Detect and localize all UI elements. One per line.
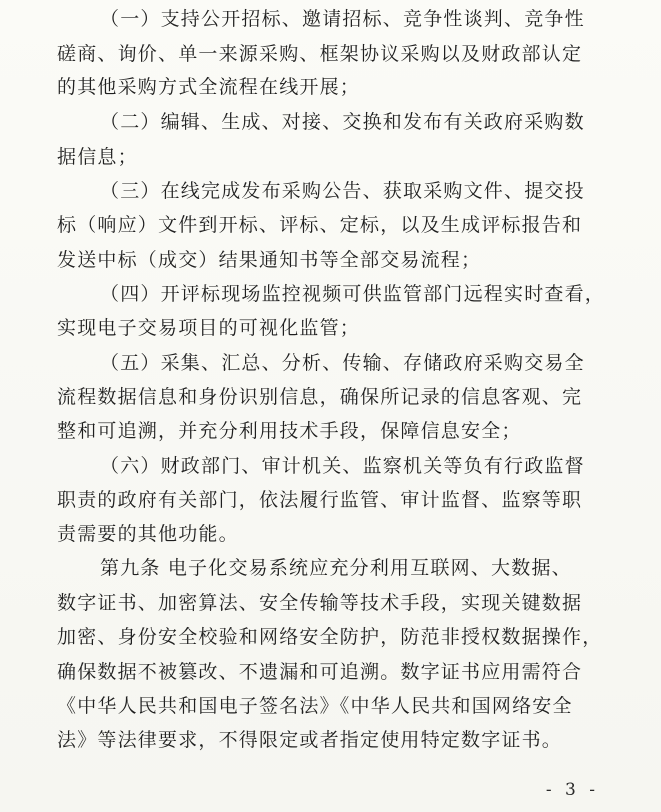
text-line: （六）财政部门、审计机关、监察机关等负有行政监督 bbox=[100, 455, 585, 477]
text-line: 职责的政府有关部门，依法履行监管、审计监督、监察等职 bbox=[57, 489, 583, 511]
text-line: 《中华人民共和国电子签名法》《中华人民共和国网络安全 bbox=[57, 695, 573, 717]
text-line: 数字证书、加密算法、安全传输等技术手段，实现关键数据 bbox=[57, 592, 583, 614]
text-line: 标（响应）文件到开标、评标、定标，以及生成评标报告和 bbox=[57, 214, 583, 236]
text-line: （三）在线完成发布采购公告、获取采购文件、提交投 bbox=[100, 180, 585, 202]
text-line: 据信息； bbox=[57, 146, 138, 168]
text-line: 法》等法律要求，不得限定或者指定使用特定数字证书。 bbox=[57, 729, 563, 751]
text-line: 磋商、询价、单一来源采购、框架协议采购以及财政部认定 bbox=[57, 43, 583, 65]
text-line: 流程数据信息和身份识别信息，确保所记录的信息客观、完 bbox=[57, 386, 583, 408]
text-line: （四）开评标现场监控视频可供监管部门远程实时查看， bbox=[100, 283, 606, 305]
text-line: 确保数据不被篡改、不遗漏和可追溯。数字证书应用需符合 bbox=[57, 661, 583, 683]
text-line: 责需要的其他功能。 bbox=[57, 523, 239, 545]
text-line: 实现电子交易项目的可视化监管； bbox=[57, 317, 361, 339]
page-number: - 3 - bbox=[545, 780, 599, 800]
text-line: （一）支持公开招标、邀请招标、竞争性谈判、竞争性 bbox=[100, 8, 585, 30]
text-line: （五）采集、汇总、分析、传输、存储政府采购交易全 bbox=[100, 352, 585, 374]
article-heading-line: 第九条 电子化交易系统应充分利用互联网、大数据、 bbox=[100, 557, 572, 579]
text-line: （二）编辑、生成、对接、交换和发布有关政府采购数 bbox=[100, 111, 585, 133]
text-line: 发送中标（成交）结果通知书等全部交易流程； bbox=[57, 249, 482, 271]
text-line: 整和可追溯，并充分利用技术手段，保障信息安全； bbox=[57, 420, 522, 442]
text-line: 的其他采购方式全流程在线开展； bbox=[57, 76, 361, 98]
text-line: 加密、身份安全校验和网络安全防护，防范非授权数据操作， bbox=[57, 626, 603, 648]
